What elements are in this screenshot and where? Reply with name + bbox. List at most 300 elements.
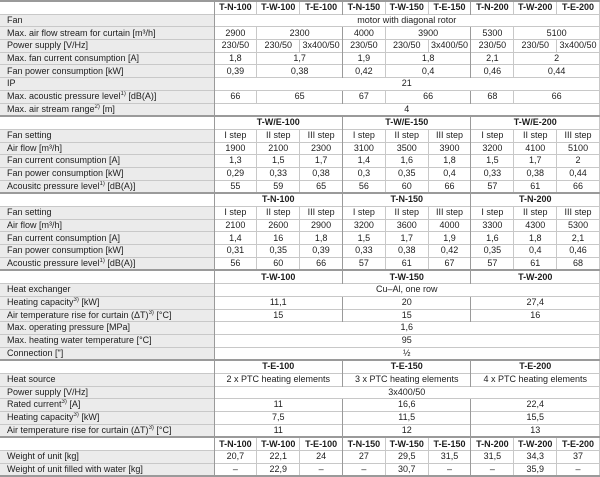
value-cell: 1,3 — [214, 155, 257, 168]
value-cell: 57 — [471, 257, 514, 270]
table-row — [0, 451, 600, 464]
value-cell: – — [214, 463, 257, 476]
row-label — [0, 116, 214, 129]
value-cell: 66 — [428, 180, 471, 193]
table-row — [0, 296, 600, 309]
row-label — [0, 193, 214, 206]
value-cell: II step — [385, 207, 428, 220]
value-cell: 0,4 — [428, 167, 471, 180]
column-header: T-W-100 — [257, 437, 300, 450]
table-row — [0, 27, 600, 40]
value-cell: 0,44 — [557, 167, 600, 180]
value-cell: 21 — [214, 78, 600, 91]
row-label — [0, 322, 214, 335]
row-label — [0, 386, 214, 399]
footnote-marker: 1) — [99, 180, 105, 187]
value-cell: 3 x PTC heating elements — [342, 373, 470, 386]
row-label-text: Fan — [7, 14, 23, 25]
value-cell: 4000 — [342, 27, 385, 40]
row-label — [0, 347, 214, 360]
value-cell: 11 — [214, 399, 342, 412]
table-row — [0, 103, 600, 116]
value-cell: 1,8 — [385, 52, 471, 65]
row-label-text: Max. fan current consumption [A] — [7, 52, 140, 63]
value-cell: 16,6 — [342, 399, 470, 412]
value-cell: 1,7 — [385, 232, 428, 245]
column-header: T-E-200 — [557, 1, 600, 14]
footnote-marker: 1) — [99, 257, 105, 264]
value-cell: 2900 — [300, 219, 343, 232]
value-cell: 2100 — [214, 219, 257, 232]
value-cell: 5100 — [514, 27, 600, 40]
column-header: T-N-100 — [214, 1, 257, 14]
table-row — [0, 347, 600, 360]
row-label-text: Weight of unit filled with water [kg] — [7, 463, 143, 474]
row-label-text: Heating capacity — [7, 412, 74, 423]
value-cell: 35,9 — [514, 463, 557, 476]
row-label — [0, 27, 214, 40]
row-label-text: Heat exchanger — [7, 284, 71, 295]
column-header: T-N-200 — [471, 193, 600, 206]
table-row — [0, 412, 600, 425]
value-cell: I step — [471, 129, 514, 142]
value-cell: 0,29 — [214, 167, 257, 180]
table-row — [0, 180, 600, 193]
column-header: T-E-200 — [471, 360, 600, 373]
row-label — [0, 1, 214, 14]
value-cell: 1,6 — [471, 232, 514, 245]
column-header: T-E-100 — [214, 360, 342, 373]
column-header: T-W-100 — [214, 270, 342, 283]
table-row — [0, 284, 600, 297]
row-label — [0, 284, 214, 297]
value-cell: 67 — [428, 257, 471, 270]
value-cell: 0,39 — [214, 65, 257, 78]
value-cell: – — [428, 463, 471, 476]
column-header: T-N-200 — [471, 437, 514, 450]
table-header-row — [0, 270, 600, 283]
value-cell: 1,4 — [214, 232, 257, 245]
value-cell: 16 — [471, 309, 600, 322]
value-cell: III step — [557, 129, 600, 142]
column-header: T-W-150 — [385, 437, 428, 450]
value-cell: 24 — [300, 451, 343, 464]
value-cell: 1,6 — [214, 322, 600, 335]
value-cell: 2100 — [257, 142, 300, 155]
row-label-text: Air flow [m³/h] — [7, 142, 63, 153]
column-header: T-N-100 — [214, 193, 342, 206]
table-row — [0, 309, 600, 322]
value-cell: – — [471, 463, 514, 476]
row-label-text: IP — [7, 78, 16, 89]
row-label-unit: [°C] — [153, 309, 172, 320]
value-cell: 0,4 — [385, 65, 471, 78]
value-cell: 3900 — [428, 142, 471, 155]
value-cell: 230/50 — [342, 40, 385, 53]
table-row — [0, 65, 600, 78]
row-label-unit: [dB(A)] — [104, 180, 136, 191]
value-cell: 56 — [214, 257, 257, 270]
value-cell: 3200 — [342, 219, 385, 232]
row-label — [0, 463, 214, 476]
value-cell: 5100 — [557, 142, 600, 155]
row-label — [0, 424, 214, 437]
column-header: T-N-200 — [471, 1, 514, 14]
value-cell: 1,7 — [257, 52, 343, 65]
value-cell: 0,33 — [342, 245, 385, 258]
value-cell: 65 — [257, 90, 343, 103]
value-cell: 11,5 — [342, 412, 470, 425]
value-cell: 1,5 — [257, 155, 300, 168]
column-header: T-W/E-150 — [342, 116, 470, 129]
row-label-text: Fan setting — [7, 130, 52, 140]
table-row — [0, 78, 600, 91]
value-cell: I step — [214, 207, 257, 220]
value-cell: 1,5 — [342, 232, 385, 245]
value-cell: 0,38 — [385, 245, 428, 258]
value-cell: 7,5 — [214, 412, 342, 425]
value-cell: 1,7 — [514, 155, 557, 168]
column-header: T-N-150 — [342, 193, 470, 206]
row-label-text: Fan current consumption [A] — [7, 232, 121, 243]
footnote-marker: 3) — [148, 424, 154, 431]
value-cell: II step — [514, 129, 557, 142]
value-cell: 3200 — [471, 142, 514, 155]
value-cell: 34,3 — [514, 451, 557, 464]
value-cell: 2300 — [257, 27, 343, 40]
footnote-marker: 1) — [120, 90, 126, 97]
value-cell: 230/50 — [514, 40, 557, 53]
row-label-text: Fan power consumption [kW] — [7, 65, 124, 76]
value-cell: 60 — [257, 257, 300, 270]
row-label — [0, 78, 214, 91]
table-row — [0, 245, 600, 258]
value-cell: 15 — [214, 309, 342, 322]
footnote-marker: 3) — [73, 412, 79, 419]
value-cell: 29,5 — [385, 451, 428, 464]
value-cell: – — [342, 463, 385, 476]
table-header-row — [0, 360, 600, 373]
row-label-text: Max. air flow stream for curtain [m³/h] — [7, 27, 156, 38]
value-cell: 0,33 — [471, 167, 514, 180]
value-cell: 12 — [342, 424, 470, 437]
row-label-text: Acoustic pressure level — [7, 257, 100, 268]
column-header: T-E-200 — [557, 437, 600, 450]
row-label-unit: [m] — [99, 103, 115, 114]
table-row — [0, 40, 600, 53]
value-cell: 66 — [300, 257, 343, 270]
row-label-text: Connection ["] — [7, 347, 64, 358]
value-cell: 67 — [342, 90, 385, 103]
table-row — [0, 424, 600, 437]
row-label-text: Max. heating water temperature [°C] — [7, 335, 152, 345]
value-cell: 0,3 — [342, 167, 385, 180]
value-cell: 2,1 — [557, 232, 600, 245]
value-cell: 4 — [214, 103, 600, 116]
value-cell: II step — [514, 207, 557, 220]
value-cell: 0,38 — [300, 167, 343, 180]
value-cell: 2300 — [300, 142, 343, 155]
row-label — [0, 451, 214, 464]
row-label — [0, 40, 214, 53]
column-header: T-N-100 — [214, 437, 257, 450]
value-cell: 230/50 — [385, 40, 428, 53]
column-header: T-N-150 — [342, 1, 385, 14]
column-header: T-W-200 — [471, 270, 600, 283]
value-cell: 0,39 — [300, 245, 343, 258]
value-cell: 2900 — [214, 27, 257, 40]
value-cell: 15 — [342, 309, 470, 322]
row-label — [0, 296, 214, 309]
value-cell: III step — [428, 129, 471, 142]
column-header: T-W-200 — [514, 437, 557, 450]
value-cell: 61 — [514, 257, 557, 270]
row-label — [0, 257, 214, 270]
table-row — [0, 322, 600, 335]
value-cell: 4100 — [514, 142, 557, 155]
column-header: T-E-100 — [300, 1, 343, 14]
footnote-marker: 3) — [73, 296, 79, 303]
value-cell: 1,8 — [214, 52, 257, 65]
table-row — [0, 219, 600, 232]
row-label-text: Fan current consumption [A] — [7, 155, 121, 166]
value-cell: 20,7 — [214, 451, 257, 464]
value-cell: 66 — [557, 180, 600, 193]
value-cell: 66 — [514, 90, 600, 103]
value-cell: III step — [300, 129, 343, 142]
row-label — [0, 207, 214, 220]
value-cell: – — [300, 463, 343, 476]
table-row — [0, 167, 600, 180]
footnote-marker: 2) — [94, 103, 100, 110]
value-cell: 11 — [214, 424, 342, 437]
value-cell: 22,4 — [471, 399, 600, 412]
value-cell: 1,8 — [428, 155, 471, 168]
value-cell: 230/50 — [257, 40, 300, 53]
table-row — [0, 373, 600, 386]
value-cell: 5300 — [557, 219, 600, 232]
value-cell: 56 — [342, 180, 385, 193]
value-cell: motor with diagonal rotor — [214, 14, 600, 27]
value-cell: – — [557, 463, 600, 476]
row-label — [0, 142, 214, 155]
value-cell: 0,38 — [514, 167, 557, 180]
row-label-text: Fan power consumption [kW] — [7, 168, 124, 179]
column-header: T-W-100 — [257, 1, 300, 14]
row-label — [0, 219, 214, 232]
value-cell: 31,5 — [471, 451, 514, 464]
value-cell: II step — [257, 129, 300, 142]
row-label — [0, 65, 214, 78]
row-label-unit: [°C] — [153, 424, 172, 435]
row-label-text: Power supply [V/Hz] — [7, 40, 89, 51]
value-cell: II step — [257, 207, 300, 220]
table-row — [0, 207, 600, 220]
value-cell: 95 — [214, 334, 600, 347]
value-cell: 20 — [342, 296, 470, 309]
row-label-unit: [dB(A)] — [125, 90, 157, 101]
value-cell: 66 — [385, 90, 471, 103]
value-cell: 65 — [300, 180, 343, 193]
table-row — [0, 257, 600, 270]
value-cell: 3600 — [385, 219, 428, 232]
value-cell: 57 — [342, 257, 385, 270]
value-cell: 0,31 — [214, 245, 257, 258]
row-label-text: Acousitc pressure level — [7, 180, 100, 191]
row-label-unit: [A] — [66, 399, 81, 410]
table-header-row — [0, 437, 600, 450]
value-cell: 3x400/50 — [300, 40, 343, 53]
column-header: T-N-150 — [342, 437, 385, 450]
row-label-text: Max. acoustic pressure level — [7, 90, 121, 101]
value-cell: 0,4 — [514, 245, 557, 258]
row-label-unit: [dB(A)] — [104, 257, 136, 268]
value-cell: 2600 — [257, 219, 300, 232]
value-cell: 1,4 — [342, 155, 385, 168]
value-cell: 13 — [471, 424, 600, 437]
table-row — [0, 232, 600, 245]
value-cell: 37 — [557, 451, 600, 464]
value-cell: 0,35 — [257, 245, 300, 258]
row-label-text: Air temperature rise for curtain (ΔT) — [7, 424, 149, 435]
table-header-row — [0, 193, 600, 206]
value-cell: 0,46 — [557, 245, 600, 258]
value-cell: ½ — [214, 347, 600, 360]
table-row — [0, 90, 600, 103]
row-label — [0, 167, 214, 180]
table-row — [0, 463, 600, 476]
value-cell: 1,5 — [471, 155, 514, 168]
row-label — [0, 360, 214, 373]
value-cell: 27 — [342, 451, 385, 464]
value-cell: 61 — [385, 257, 428, 270]
row-label — [0, 412, 214, 425]
value-cell: 0,42 — [428, 245, 471, 258]
row-label-text: Heat source — [7, 374, 56, 385]
footnote-marker: 3) — [148, 309, 154, 316]
table-row — [0, 142, 600, 155]
value-cell: 59 — [257, 180, 300, 193]
value-cell: Cu–Al, one row — [214, 284, 600, 297]
row-label — [0, 245, 214, 258]
row-label — [0, 90, 214, 103]
column-header: T-W-150 — [342, 270, 470, 283]
value-cell: 30,7 — [385, 463, 428, 476]
row-label-text: Heating capacity — [7, 296, 74, 307]
table-row — [0, 399, 600, 412]
value-cell: 22,1 — [257, 451, 300, 464]
row-label — [0, 399, 214, 412]
value-cell: 61 — [514, 180, 557, 193]
column-header: T-E-100 — [300, 437, 343, 450]
value-cell: 57 — [471, 180, 514, 193]
value-cell: 0,35 — [471, 245, 514, 258]
table-row — [0, 386, 600, 399]
value-cell: I step — [342, 129, 385, 142]
value-cell: 16 — [257, 232, 300, 245]
column-header: T-E-150 — [428, 1, 471, 14]
value-cell: 0,33 — [257, 167, 300, 180]
row-label — [0, 270, 214, 283]
row-label — [0, 437, 214, 450]
value-cell: 1,7 — [300, 155, 343, 168]
column-header: T-W-150 — [385, 1, 428, 14]
value-cell: 230/50 — [471, 40, 514, 53]
value-cell: 22,9 — [257, 463, 300, 476]
value-cell: 3x400/50 — [557, 40, 600, 53]
column-header: T-E-150 — [342, 360, 470, 373]
row-label-text: Fan setting — [7, 207, 52, 218]
row-label-text: Max. operating pressure [MPa] — [7, 322, 131, 333]
value-cell: 11,1 — [214, 296, 342, 309]
value-cell: 1,6 — [385, 155, 428, 168]
table-row — [0, 155, 600, 168]
value-cell: 4000 — [428, 219, 471, 232]
value-cell: I step — [214, 129, 257, 142]
value-cell: 68 — [471, 90, 514, 103]
row-label-text: Power supply [V/Hz] — [7, 386, 89, 397]
row-label — [0, 373, 214, 386]
column-header: T-W/E-100 — [214, 116, 342, 129]
row-label — [0, 14, 214, 27]
value-cell: 68 — [557, 257, 600, 270]
row-label-text: Weight of unit [kg] — [7, 451, 79, 462]
value-cell: 3x400/50 — [214, 386, 600, 399]
row-label — [0, 155, 214, 168]
column-header: T-W/E-200 — [471, 116, 600, 129]
row-label — [0, 129, 214, 142]
table-row — [0, 52, 600, 65]
row-label — [0, 180, 214, 193]
value-cell: 0,44 — [514, 65, 600, 78]
value-cell: 3100 — [342, 142, 385, 155]
row-label-text: Air flow [m³/h] — [7, 219, 63, 230]
table-header-row — [0, 116, 600, 129]
footnote-marker: 3) — [61, 399, 67, 406]
value-cell: 3x400/50 — [428, 40, 471, 53]
value-cell: 3900 — [385, 27, 471, 40]
table-header-row — [0, 1, 600, 14]
row-label — [0, 334, 214, 347]
value-cell: 230/50 — [214, 40, 257, 53]
value-cell: 1,9 — [428, 232, 471, 245]
row-label — [0, 52, 214, 65]
value-cell: 0,38 — [257, 65, 343, 78]
value-cell: 1900 — [214, 142, 257, 155]
value-cell: 2 — [514, 52, 600, 65]
row-label — [0, 232, 214, 245]
value-cell: 27,4 — [471, 296, 600, 309]
row-label — [0, 103, 214, 116]
value-cell: 15,5 — [471, 412, 600, 425]
value-cell: I step — [342, 207, 385, 220]
value-cell: 4 x PTC heating elements — [471, 373, 600, 386]
value-cell: 5300 — [471, 27, 514, 40]
row-label-unit: [kW] — [78, 412, 100, 423]
value-cell: I step — [471, 207, 514, 220]
value-cell: 0,35 — [385, 167, 428, 180]
value-cell: 0,42 — [342, 65, 385, 78]
row-label-text: Fan power consumption [kW] — [7, 245, 124, 256]
value-cell: II step — [385, 129, 428, 142]
value-cell: 55 — [214, 180, 257, 193]
value-cell: 4300 — [514, 219, 557, 232]
row-label-text: Air temperature rise for curtain (ΔT) — [7, 309, 149, 320]
value-cell: 60 — [385, 180, 428, 193]
value-cell: 0,46 — [471, 65, 514, 78]
column-header: T-W-200 — [514, 1, 557, 14]
value-cell: 2,1 — [471, 52, 514, 65]
